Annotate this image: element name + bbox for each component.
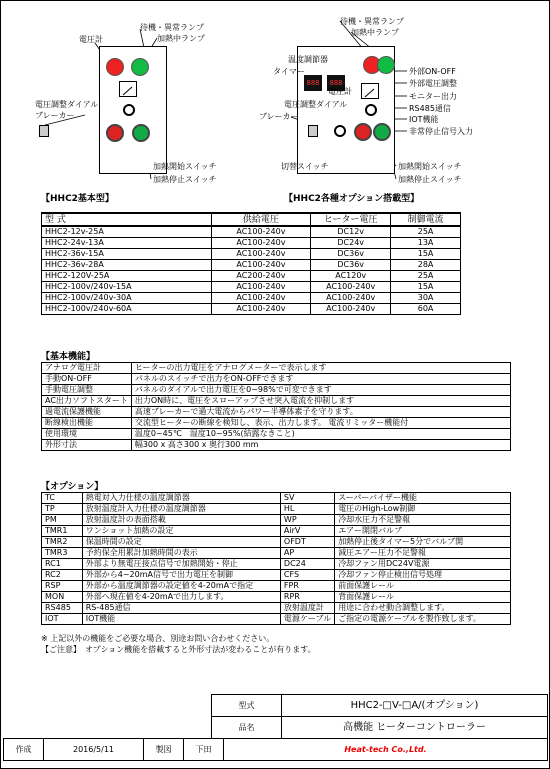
- option-code: MON: [42, 592, 83, 603]
- option-code: TMR3: [42, 548, 83, 559]
- label-voltmeter: 電圧計: [328, 87, 352, 96]
- options-title: 【オプション】: [41, 482, 104, 492]
- voltmeter-icon: [361, 83, 379, 99]
- option-code: CFS: [280, 570, 334, 581]
- created-date: 2016/5/11: [44, 739, 144, 761]
- spec-cell: AC200-240v: [211, 271, 311, 282]
- function-row: [42, 396, 511, 407]
- option-desc: IOT機能: [82, 614, 280, 625]
- spec-header: 型 式: [42, 213, 212, 226]
- label-voltmeter: 電圧計: [79, 35, 103, 44]
- timer-display: 888: [304, 75, 322, 91]
- option-code: PM: [42, 515, 83, 526]
- spec-cell: AC100-240v: [211, 249, 311, 260]
- option-desc: 保温時間の設定: [82, 537, 280, 548]
- function-desc: 交流型ヒーターの断線を検知し、表示、出力します。 電流リミッター機能付: [131, 418, 510, 429]
- function-desc: パネルのスイッチで出力をON-OFFできます: [131, 374, 510, 385]
- function-name: 過電流保護機能: [42, 407, 132, 418]
- spec-row: [42, 304, 461, 315]
- option-code: 電源ケーブル: [280, 614, 334, 625]
- function-name: アナログ電圧計: [42, 363, 132, 374]
- option-desc: 電圧のHigh-Low制御: [335, 504, 511, 515]
- spec-cell: AC100-240v: [211, 260, 311, 271]
- option-code: TMR2: [42, 537, 83, 548]
- option-code: RSP: [42, 581, 83, 592]
- option-desc: エアー開閉バルブ: [335, 526, 511, 537]
- label-option-4: IOT機能: [409, 115, 439, 124]
- spec-header: ヒーター電圧: [311, 213, 391, 226]
- option-row: [42, 592, 511, 603]
- model-value: HHC2-□V-□A/(オプション): [282, 695, 548, 717]
- spec-cell: AC100-240v: [211, 282, 311, 293]
- option-code: FPR: [280, 581, 334, 592]
- label-dial: 電圧調整ダイアル: [284, 100, 348, 109]
- option-desc: 外部から温度調節器の設定値を4-20mAで指定: [82, 581, 280, 592]
- spec-cell: 60A: [391, 304, 461, 315]
- spec-row: [42, 249, 461, 260]
- function-desc: 幅300 x 高さ300 x 奥行300 mm: [131, 440, 510, 451]
- label-option-5: 非常停止信号入力: [409, 127, 473, 136]
- model-label: 型式: [212, 695, 282, 717]
- function-desc: 温度0~45℃ 湿度10~95%(結露なきこと): [131, 429, 510, 440]
- name-label: 品名: [212, 717, 282, 739]
- heating-lamp-icon: [377, 56, 395, 74]
- option-row: [42, 614, 511, 625]
- spec-cell: AC100-240v: [211, 304, 311, 315]
- spec-row: [42, 260, 461, 271]
- breaker-icon: [39, 125, 49, 137]
- option-row: [42, 526, 511, 537]
- option-desc: 冷却水圧力不足警報: [335, 515, 511, 526]
- spec-cell: AC100-240v: [311, 304, 391, 315]
- function-desc: 高速ブレーカーで過大電流からパワー半導体素子を守ります。: [131, 407, 510, 418]
- option-code: RS485: [42, 603, 83, 614]
- spec-cell: DC36v: [311, 260, 391, 271]
- spec-cell: AC100-240v: [211, 293, 311, 304]
- spec-row: [42, 226, 461, 238]
- option-desc: 前面保護レール: [335, 581, 511, 592]
- function-name: 外形寸法: [42, 440, 132, 451]
- label-stop-switch: 加熱停止スイッチ: [153, 175, 217, 184]
- function-name: 断線検出機能: [42, 418, 132, 429]
- breaker-icon: [308, 125, 318, 137]
- spec-row: [42, 293, 461, 304]
- spec-cell: AC100-240v: [311, 282, 391, 293]
- drawer-name: 下田: [184, 739, 224, 761]
- start-switch-icon: [354, 123, 372, 141]
- option-code: TP: [42, 504, 83, 515]
- spec-cell: 25A: [391, 271, 461, 282]
- option-code: RC1: [42, 559, 83, 570]
- spec-cell: 15A: [391, 282, 461, 293]
- label-start-switch: 加熱開始スイッチ: [398, 162, 462, 171]
- heating-lamp-icon: [131, 58, 149, 76]
- voltmeter-icon: [119, 81, 137, 97]
- option-code: HL: [280, 504, 334, 515]
- spec-cell: HHC2-12v-25A: [42, 226, 212, 238]
- spec-cell: 13A: [391, 238, 461, 249]
- option-desc: 熱電対入力仕様の温度調節器: [82, 493, 280, 504]
- dial-icon: [123, 104, 135, 116]
- spec-cell: HHC2-100v/240v-60A: [42, 304, 212, 315]
- function-row: [42, 363, 511, 374]
- functions-table: [41, 362, 511, 451]
- option-code: TC: [42, 493, 83, 504]
- option-row: [42, 515, 511, 526]
- function-desc: 出力ON時に、電圧をスローアップさせ突入電流を抑制します: [131, 396, 510, 407]
- option-desc: ワンショット加熱の設定: [82, 526, 280, 537]
- note-caution: 【ご注意】 オプション機能を搭載すると外形寸法が変わることが有ります。: [41, 645, 316, 654]
- option-code: OFDT: [280, 537, 334, 548]
- function-row: [42, 385, 511, 396]
- company-logo: Heat-tech Co.,Ltd.: [224, 739, 548, 761]
- option-desc: 加熱停止後タイマー5分でバルブ開: [335, 537, 511, 548]
- label-heating-lamp: 加熱中ランプ: [157, 34, 205, 43]
- changeover-switch-icon: [334, 125, 346, 137]
- title-block: [211, 694, 548, 739]
- function-name: 手動ON-OFF: [42, 374, 132, 385]
- option-code: DC24: [280, 559, 334, 570]
- option-desc: ご指定の電源ケーブルを製作致します。: [335, 614, 511, 625]
- temp-controller-display: 888: [327, 75, 345, 91]
- spec-cell: AC100-240v: [311, 293, 391, 304]
- option-code: RC2: [42, 570, 83, 581]
- spec-row: [42, 238, 461, 249]
- option-desc: 冷却ファン停止検出信号処理: [335, 570, 511, 581]
- option-desc: 外部へ現在値を4-20mAで出力します。: [82, 592, 280, 603]
- function-name: 使用環境: [42, 429, 132, 440]
- spec-cell: HHC2-100v/240v-15A: [42, 282, 212, 293]
- function-desc: パネルのダイアルで出力電圧を0~98%で可変できます: [131, 385, 510, 396]
- option-code: WP: [280, 515, 334, 526]
- option-desc: 予約保全用累計加熱時間の表示: [82, 548, 280, 559]
- spec-cell: 30A: [391, 293, 461, 304]
- option-desc: 放射温度計入力仕様の温度調節器: [82, 504, 280, 515]
- name-value: 高機能 ヒーターコントローラー: [282, 717, 548, 739]
- option-code: AirV: [280, 526, 334, 537]
- spec-cell: DC24v: [311, 238, 391, 249]
- spec-cell: HHC2-36v-15A: [42, 249, 212, 260]
- start-switch-icon: [106, 124, 124, 142]
- option-code: RPR: [280, 592, 334, 603]
- spec-cell: HHC2-120V-25A: [42, 271, 212, 282]
- label-changeover-switch: 切替スイッチ: [281, 162, 329, 171]
- label-option-3: RS485通信: [409, 104, 451, 113]
- stop-switch-icon: [132, 124, 150, 142]
- option-code: SV: [280, 493, 334, 504]
- created-label: 作成: [4, 739, 44, 761]
- spec-cell: 25A: [391, 226, 461, 238]
- spec-cell: AC120v: [311, 271, 391, 282]
- spec-cell: AC100-240v: [211, 238, 311, 249]
- label-standby-lamp: 待機・異常ランプ: [140, 23, 204, 32]
- spec-cell: HHC2-24v-13A: [42, 238, 212, 249]
- spec-row: [42, 282, 461, 293]
- option-desc: 冷却ファン用DC24V電源: [335, 559, 511, 570]
- option-desc: 用途に合わせ動合調整します。: [335, 603, 511, 614]
- option-row: [42, 548, 511, 559]
- spec-cell: DC12v: [311, 226, 391, 238]
- option-row: [42, 581, 511, 592]
- label-temp-controller: 温度調節器: [288, 55, 328, 64]
- label-heating-lamp: 加熱中ランプ: [351, 28, 399, 37]
- spec-header: 供給電圧: [211, 213, 311, 226]
- label-start-switch: 加熱開始スイッチ: [153, 162, 217, 171]
- caption-basic: 【HHC2基本型】: [41, 194, 114, 204]
- label-option-1: 外部電圧調整: [409, 79, 457, 88]
- spec-cell: AC100-240v: [211, 226, 311, 238]
- option-row: [42, 493, 511, 504]
- spec-cell: HHC2-100v/240v-30A: [42, 293, 212, 304]
- label-breaker: ブレーカー: [35, 111, 75, 120]
- label-option-2: モニター出力: [409, 92, 457, 101]
- option-row: [42, 504, 511, 515]
- function-name: 手動電圧調整: [42, 385, 132, 396]
- function-desc: ヒーターの出力電圧をアナログメーターで表示します: [131, 363, 510, 374]
- spec-row: [42, 271, 461, 282]
- option-code: 放射温度計: [280, 603, 334, 614]
- option-desc: 外部から4~20mA信号で出力電圧を制御: [82, 570, 280, 581]
- spec-cell: DC36v: [311, 249, 391, 260]
- spec-table: [41, 212, 461, 315]
- option-row: [42, 559, 511, 570]
- function-row: [42, 440, 511, 451]
- label-breaker: ブレーカー: [259, 112, 299, 121]
- function-row: [42, 374, 511, 385]
- caption-optional: 【HHC2各種オプション搭載型】: [284, 194, 420, 204]
- spec-cell: 28A: [391, 260, 461, 271]
- option-code: IOT: [42, 614, 83, 625]
- functions-title: 【基本機能】: [41, 352, 96, 362]
- option-desc: 放射温度計の表面搭載: [82, 515, 280, 526]
- function-row: [42, 429, 511, 440]
- option-row: [42, 537, 511, 548]
- function-name: AC出力ソフトスタート: [42, 396, 132, 407]
- note-other: ※ 上記以外の機能をご必要な場合、別途お問い合わせください。: [41, 634, 275, 643]
- option-row: [42, 603, 511, 614]
- label-standby-lamp: 待機・異常ランプ: [340, 17, 404, 26]
- author-block: [3, 738, 548, 761]
- spec-cell: HHC2-36v-28A: [42, 260, 212, 271]
- stop-switch-icon: [373, 123, 391, 141]
- spec-cell: 15A: [391, 249, 461, 260]
- label-dial: 電圧調整ダイアル: [35, 100, 99, 109]
- option-row: [42, 570, 511, 581]
- function-row: [42, 407, 511, 418]
- option-code: TMR1: [42, 526, 83, 537]
- standby-lamp-icon: [106, 58, 124, 76]
- label-timer: タイマー: [273, 67, 305, 76]
- function-row: [42, 418, 511, 429]
- label-stop-switch: 加熱停止スイッチ: [398, 175, 462, 184]
- dial-icon: [365, 104, 377, 116]
- option-code: AP: [280, 548, 334, 559]
- spec-header: 制御電流: [391, 213, 461, 226]
- option-desc: 背面保護レール: [335, 592, 511, 603]
- option-desc: RS-485通信: [82, 603, 280, 614]
- option-desc: 外部より無電圧接点信号で加熱開始・停止: [82, 559, 280, 570]
- drawing-label: 製図: [144, 739, 184, 761]
- options-table: [41, 492, 511, 625]
- label-option-0: 外部ON-OFF: [409, 67, 456, 76]
- option-desc: スーパーバイザー機能: [335, 493, 511, 504]
- option-desc: 減圧エアー圧力不足警報: [335, 548, 511, 559]
